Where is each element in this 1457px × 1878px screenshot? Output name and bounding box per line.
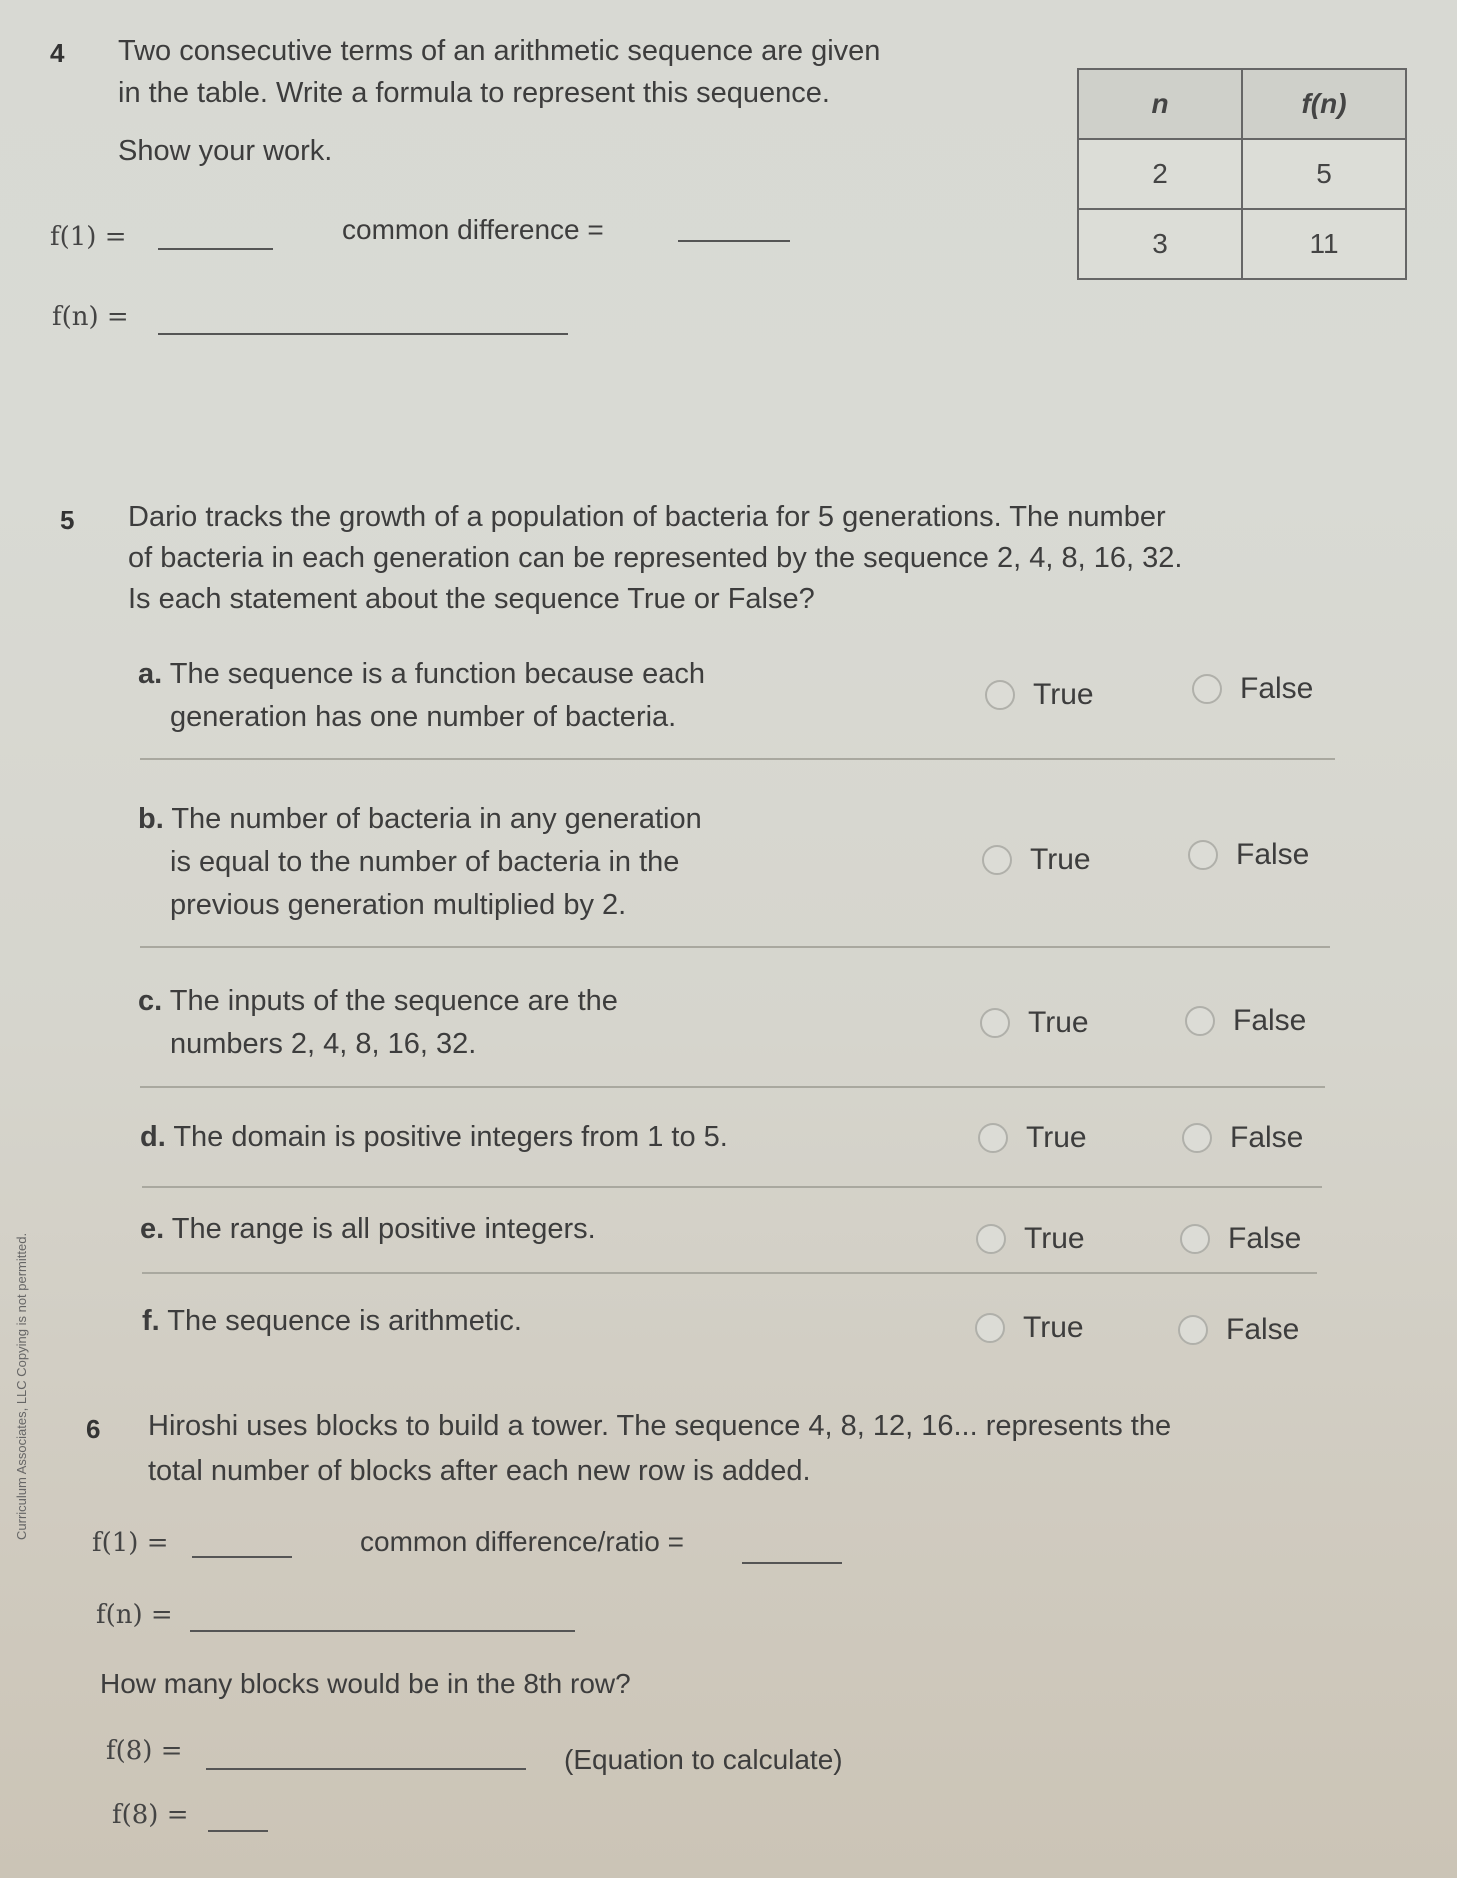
q6-common-ratio-label: common difference/ratio = xyxy=(360,1526,684,1557)
statement-f-true-option[interactable] xyxy=(975,1311,1084,1345)
statement-text: The range is all positive integers. xyxy=(171,1213,596,1245)
radio-circle-icon[interactable] xyxy=(975,1313,1005,1343)
divider xyxy=(142,1272,1317,1274)
table-cell: 5 xyxy=(1242,139,1406,209)
statement-text: The domain is positive integers from 1 to 5. xyxy=(173,1121,728,1153)
statement-text: The sequence is arithmetic. xyxy=(167,1305,522,1337)
question-5-line-3: Is each statement about the sequence True or False? xyxy=(128,583,815,615)
table-header-fn: f(n) xyxy=(1242,69,1406,139)
statement-b-false-option[interactable] xyxy=(1188,838,1309,872)
q4-fn-answer-blank[interactable] xyxy=(158,333,568,335)
q6-fn-label: f(n) = xyxy=(96,1600,173,1630)
statement-text: is equal to the number of bacteria in the xyxy=(170,846,680,878)
statement-letter: f. xyxy=(142,1305,160,1337)
q6-f8-label: f(8) = xyxy=(106,1736,183,1766)
sequence-table xyxy=(1077,68,1407,280)
q6-equation-hint: (Equation to calculate) xyxy=(564,1744,843,1775)
q4-common-difference-label: common difference = xyxy=(342,214,604,245)
table-cell: 2 xyxy=(1078,139,1242,209)
question-5-line-2: of bacteria in each generation can be represented by the sequence 2, 4, 8, 16, 32. xyxy=(128,542,1183,574)
q6-f8-answer-label: f(8) = xyxy=(112,1800,189,1830)
radio-circle-icon[interactable] xyxy=(978,1123,1008,1153)
table-header-n: n xyxy=(1078,69,1242,139)
q4-f1-answer-blank[interactable] xyxy=(158,248,273,250)
radio-circle-icon[interactable] xyxy=(1178,1315,1208,1345)
table-cell: 3 xyxy=(1078,209,1242,279)
option-label: True xyxy=(1028,1006,1089,1039)
statement-letter: d. xyxy=(140,1121,166,1153)
option-label: True xyxy=(1023,1311,1084,1344)
question-6-number: 6 xyxy=(86,1414,101,1444)
option-label: True xyxy=(1033,678,1094,711)
question-6-line-2: total number of blocks after each new row is added. xyxy=(148,1455,811,1487)
question-4-number: 4 xyxy=(50,38,65,68)
statement-d-true-option[interactable] xyxy=(978,1121,1087,1155)
divider xyxy=(140,1086,1325,1088)
question-4-line-2: in the table. Write a formula to represent this sequence. xyxy=(118,77,830,109)
statement-letter: e. xyxy=(140,1213,165,1245)
option-label: True xyxy=(1024,1222,1085,1255)
radio-circle-icon[interactable] xyxy=(1192,674,1222,704)
statement-text: generation has one number of bacteria. xyxy=(170,701,677,733)
q6-f8-answer-blank[interactable] xyxy=(208,1830,268,1832)
radio-circle-icon[interactable] xyxy=(982,845,1012,875)
question-4-line-3: Show your work. xyxy=(118,135,333,167)
question-5-number: 5 xyxy=(60,505,75,535)
radio-circle-icon[interactable] xyxy=(976,1224,1006,1254)
copyright-margin-text: Curriculum Associates, LLC Copying is not permitted. xyxy=(14,1232,29,1540)
statement-text: The inputs of the sequence are the xyxy=(169,985,618,1017)
statement-e-false-option[interactable] xyxy=(1180,1222,1301,1256)
q6-common-ratio-blank[interactable] xyxy=(742,1562,842,1564)
statement-text: The sequence is a function because each xyxy=(169,658,705,690)
divider xyxy=(142,1186,1322,1188)
statement-e-true-option[interactable] xyxy=(976,1222,1085,1256)
radio-circle-icon[interactable] xyxy=(980,1008,1010,1038)
divider xyxy=(140,946,1330,948)
question-4-line-1: Two consecutive terms of an arithmetic sequence are given xyxy=(118,35,881,67)
statement-text: previous generation multiplied by 2. xyxy=(170,889,627,921)
statement-letter: b. xyxy=(138,803,164,835)
q4-fn-label: f(n) = xyxy=(52,302,129,332)
option-label: False xyxy=(1236,838,1310,871)
option-label: False xyxy=(1240,672,1314,705)
option-label: False xyxy=(1226,1313,1300,1346)
radio-circle-icon[interactable] xyxy=(1185,1006,1215,1036)
option-label: False xyxy=(1228,1222,1302,1255)
question-5-line-1: Dario tracks the growth of a population of bacteria for 5 generations. The number xyxy=(128,501,1166,533)
option-label: True xyxy=(1030,843,1091,876)
q6-f1-answer-blank[interactable] xyxy=(192,1556,292,1558)
statement-e xyxy=(140,1208,596,1251)
table-row xyxy=(1078,209,1406,279)
statement-letter: c. xyxy=(138,985,163,1017)
q6-f8-equation-blank[interactable] xyxy=(206,1768,526,1770)
statement-a xyxy=(138,653,705,739)
statement-f xyxy=(142,1300,522,1343)
statement-a-false-option[interactable] xyxy=(1192,672,1313,706)
q6-f1-label: f(1) = xyxy=(92,1528,169,1558)
statement-b xyxy=(138,798,702,927)
radio-circle-icon[interactable] xyxy=(985,680,1015,710)
table-header-row xyxy=(1078,69,1406,139)
statement-d xyxy=(140,1116,728,1159)
radio-circle-icon[interactable] xyxy=(1182,1123,1212,1153)
divider xyxy=(140,758,1335,760)
statement-text: numbers 2, 4, 8, 16, 32. xyxy=(170,1028,477,1060)
question-6-line-1: Hiroshi uses blocks to build a tower. The sequence 4, 8, 12, 16... represents the xyxy=(148,1410,1172,1442)
statement-b-true-option[interactable] xyxy=(982,843,1091,877)
statement-a-true-option[interactable] xyxy=(985,678,1094,712)
statement-letter: a. xyxy=(138,658,163,690)
table-row xyxy=(1078,139,1406,209)
statement-f-false-option[interactable] xyxy=(1178,1313,1299,1347)
q6-fn-answer-blank[interactable] xyxy=(190,1630,575,1632)
option-label: True xyxy=(1026,1121,1087,1154)
statement-c-false-option[interactable] xyxy=(1185,1004,1306,1038)
radio-circle-icon[interactable] xyxy=(1180,1224,1210,1254)
q6-eighth-row-question: How many blocks would be in the 8th row? xyxy=(100,1668,631,1699)
statement-c xyxy=(138,980,618,1066)
q4-common-difference-blank[interactable] xyxy=(678,240,790,242)
q4-f1-label: f(1) = xyxy=(50,222,127,252)
option-label: False xyxy=(1233,1004,1307,1037)
statement-c-true-option[interactable] xyxy=(980,1006,1089,1040)
table-cell: 11 xyxy=(1242,209,1406,279)
option-label: False xyxy=(1230,1121,1304,1154)
statement-d-false-option[interactable] xyxy=(1182,1121,1303,1155)
statement-text: The number of bacteria in any generation xyxy=(171,803,702,835)
radio-circle-icon[interactable] xyxy=(1188,840,1218,870)
